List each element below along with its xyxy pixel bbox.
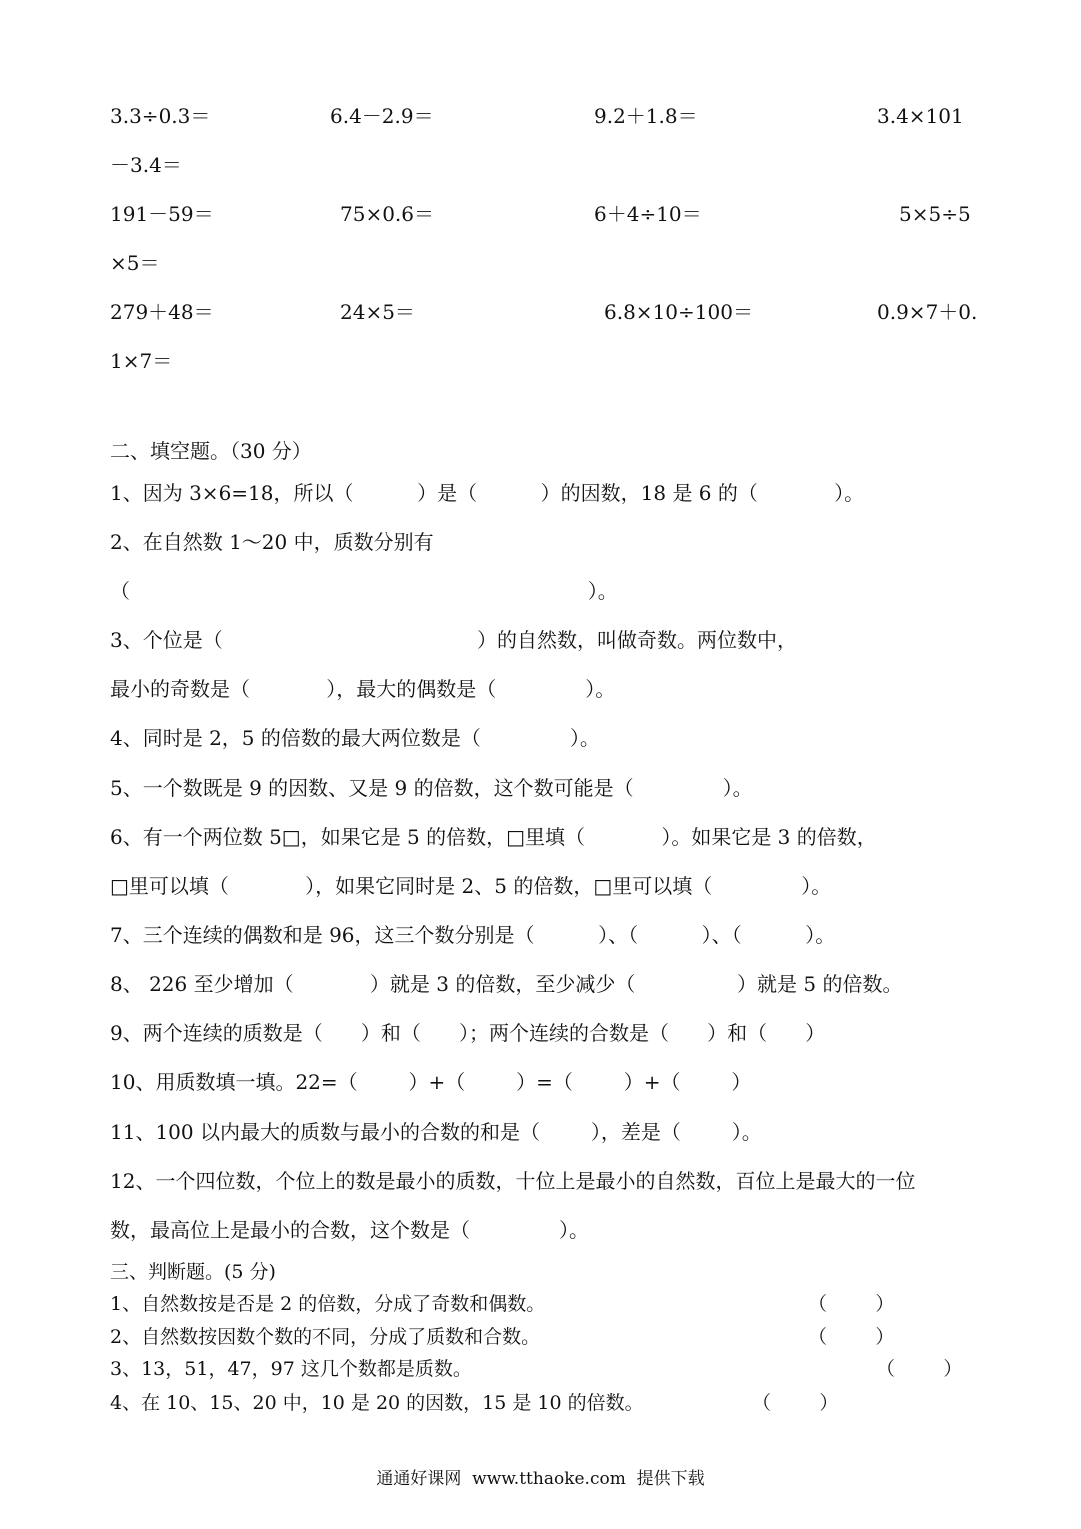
question-10: 10、用质数填一填。22=（ ）+（ ）=（ ）+（ ） (110, 1070, 752, 1094)
judge-item-text: 3、13，51，47，97 这几个数都是质数。 (110, 1358, 472, 1380)
calc-item: 75×0.6＝ (340, 202, 435, 226)
calc-item: 6.8×10÷100＝ (604, 300, 753, 324)
calc-item: 3.3÷0.3＝ (110, 104, 211, 128)
section-heading-judge: 三、判断题。(5 分) (110, 1261, 276, 1283)
judge-answer-bracket: （ ） (876, 1358, 963, 1380)
judge-answer-bracket: （ ） (752, 1392, 839, 1414)
question-4: 4、同时是 2，5 的倍数的最大两位数是（ ）。 (110, 726, 600, 750)
calc-item: 6.4－2.9＝ (330, 104, 434, 128)
question-2-blank: （ ）。 (110, 579, 618, 603)
question-6-cont: □里可以填（ ），如果它同时是 2、5 的倍数，□里可以填（ ）。 (110, 874, 832, 898)
calc-item: 9.2＋1.8＝ (594, 104, 698, 128)
calc-item-continued: 1×7＝ (110, 349, 173, 373)
question-7: 7、三个连续的偶数和是 96，这三个数分别是（ ）、（ ）、（ ）。 (110, 923, 836, 947)
calc-item: 0.9×7＋0. (877, 300, 978, 324)
calc-item: 279＋48＝ (110, 300, 214, 324)
calc-item-continued: ×5＝ (110, 251, 160, 275)
question-11: 11、100 以内最大的质数与最小的合数的和是（ ），差是（ ）。 (110, 1120, 762, 1144)
question-8: 8、 226 至少增加（ ）就是 3 的倍数，至少减少（ ）就是 5 的倍数。 (110, 972, 903, 996)
section-heading-fill: 二、填空题。（30 分） (110, 439, 312, 463)
question-12-cont: 数，最高位上是最小的合数，这个数是（ ）。 (110, 1218, 590, 1242)
question-2: 2、在自然数 1～20 中，质数分别有 (110, 530, 434, 554)
question-3-cont: 最小的奇数是（ ），最大的偶数是（ ）。 (110, 677, 616, 701)
judge-answer-bracket: （ ） (808, 1326, 895, 1348)
footer-source: 通通好课网 www.tthaoke.com 提供下载 (376, 1469, 705, 1489)
judge-item-text: 1、自然数按是否是 2 的倍数，分成了奇数和偶数。 (110, 1293, 546, 1315)
question-1: 1、因为 3×6=18，所以（ ）是（ ）的因数，18 是 6 的（ ）。 (110, 481, 865, 505)
judge-item-text: 4、在 10、15、20 中，10 是 20 的因数，15 是 10 的倍数。 (110, 1392, 644, 1414)
question-5: 5、一个数既是 9 的因数、又是 9 的倍数，这个数可能是（ ）。 (110, 776, 753, 800)
calc-item: 5×5÷5 (899, 202, 971, 226)
calc-item: 191－59＝ (110, 202, 214, 226)
calc-item-continued: －3.4＝ (110, 153, 182, 177)
question-12: 12、一个四位数，个位上的数是最小的质数，十位上是最小的自然数，百位上是最大的一位 (110, 1169, 916, 1193)
judge-item-text: 2、自然数按因数个数的不同，分成了质数和合数。 (110, 1326, 541, 1348)
question-3: 3、个位是（ ）的自然数，叫做奇数。两位数中， (110, 628, 798, 652)
judge-answer-bracket: （ ） (808, 1293, 895, 1315)
question-6: 6、有一个两位数 5□，如果它是 5 的倍数，□里填（ ）。如果它是 3 的倍数， (110, 825, 877, 849)
calc-item: 24×5＝ (340, 300, 415, 324)
question-9: 9、两个连续的质数是（ ）和（ ）；两个连续的合数是（ ）和（ ） (110, 1021, 826, 1045)
calc-item: 6＋4÷10＝ (594, 202, 702, 226)
calc-item: 3.4×101 (877, 104, 964, 128)
